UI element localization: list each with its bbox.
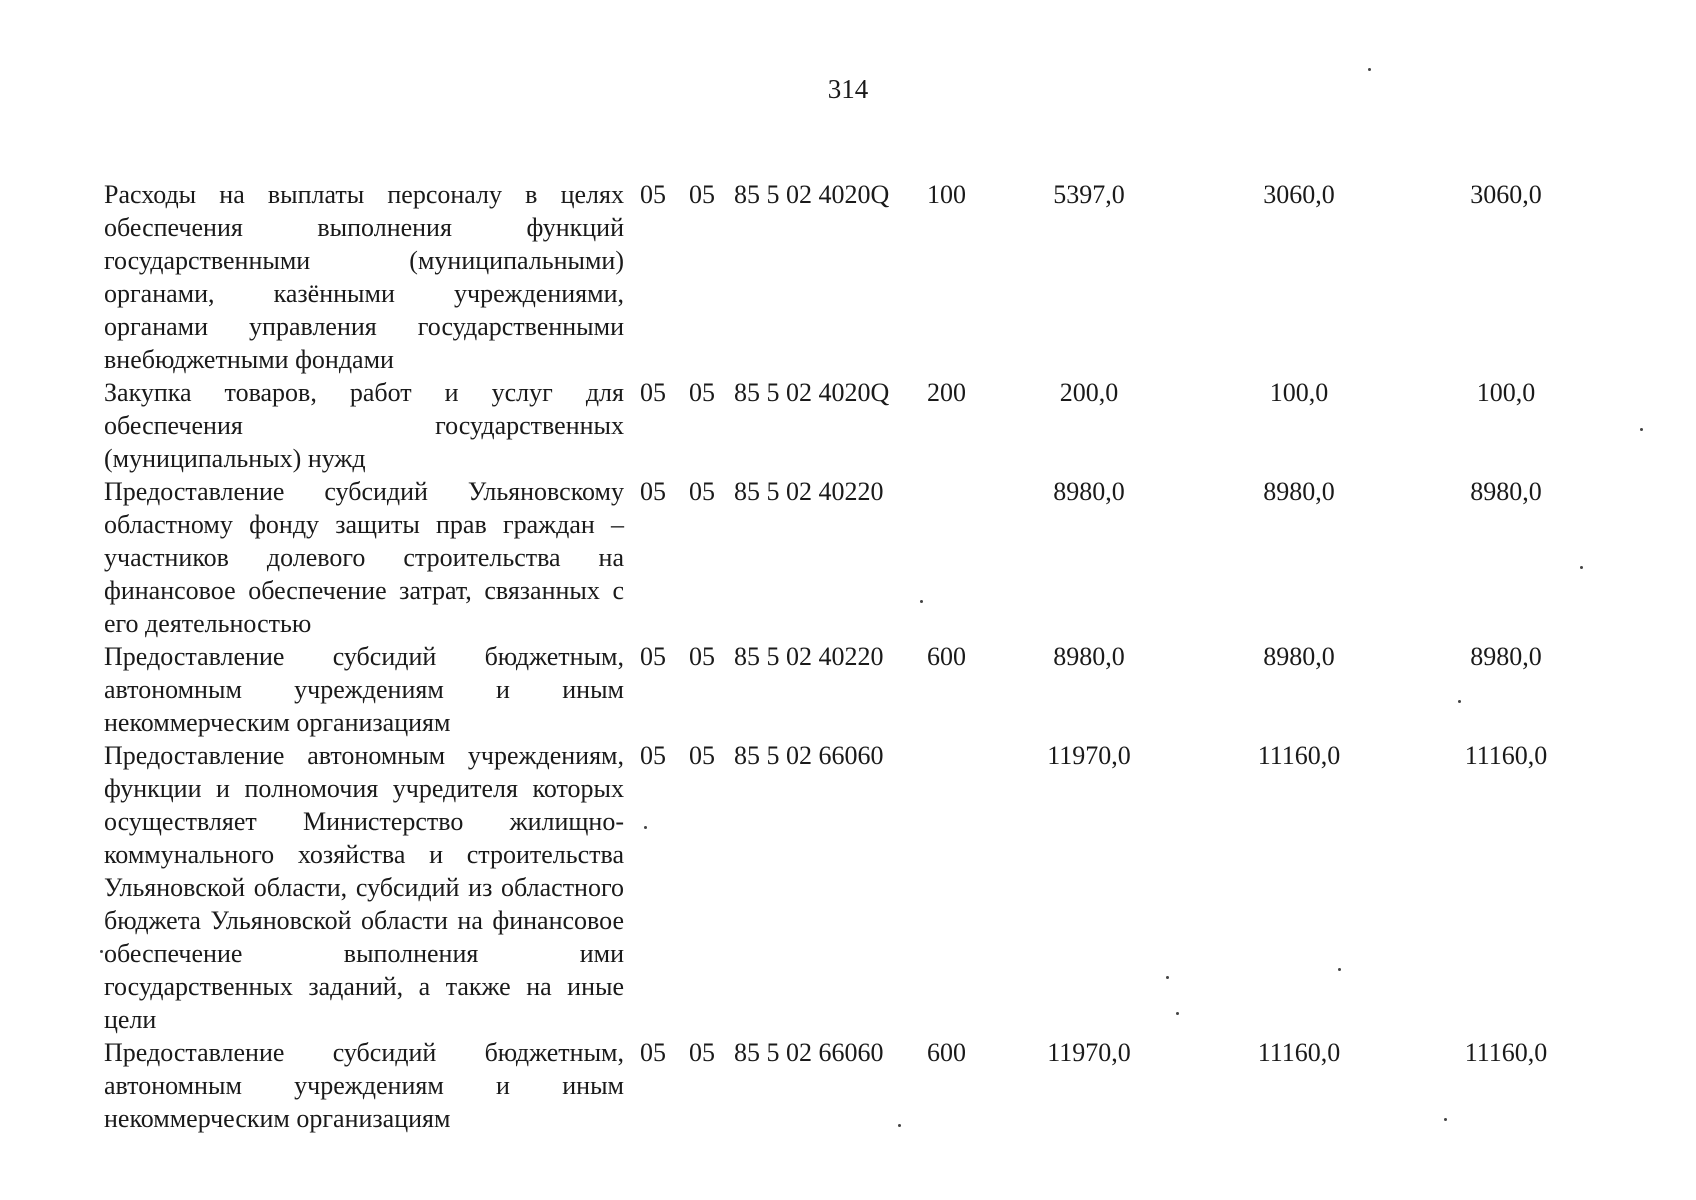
row-amount-year-3: 8980,0: [1470, 477, 1542, 506]
row-amount-year-3: 11160,0: [1464, 1038, 1548, 1067]
table-row: [104, 475, 1574, 640]
scan-speck: [1580, 566, 1583, 569]
row-section-code: 05: [640, 477, 666, 506]
row-target-article-code: 85 5 02 66060: [734, 741, 884, 770]
scan-speck: [1444, 1118, 1447, 1121]
scan-speck: [1458, 700, 1461, 703]
row-target-article-code: 85 5 02 4020Q: [734, 180, 890, 209]
scan-speck: [898, 1124, 901, 1127]
scan-speck: [1338, 968, 1341, 971]
row-section-code: 05: [640, 741, 666, 770]
row-description: Предоставление субсидий бюджетным, автономным учреждениям и иным некоммерческим организациям: [104, 1038, 624, 1133]
scan-speck: [1176, 1012, 1179, 1015]
row-section-code: 05: [640, 378, 666, 407]
row-expense-type-code: 100: [927, 180, 966, 209]
row-description: Предоставление субсидий Ульяновскому областному фонду защиты прав граждан – участников долевого строительства на финансовое обеспечение затрат, связанных с его деятельностью: [104, 477, 624, 638]
row-amount-year-2: 8980,0: [1263, 642, 1335, 671]
row-section-code: 05: [640, 642, 666, 671]
row-expense-type-code: 600: [927, 642, 966, 671]
scan-speck: [644, 826, 647, 829]
row-target-article-code: 85 5 02 40220: [734, 477, 884, 506]
row-subsection-code: 05: [689, 378, 715, 407]
table-row: [104, 1036, 1574, 1135]
row-target-article-code: 85 5 02 66060: [734, 1038, 884, 1067]
row-amount-year-3: 11160,0: [1464, 741, 1548, 770]
row-expense-type-code: 600: [927, 1038, 966, 1067]
row-amount-year-1: 11970,0: [1047, 741, 1131, 770]
row-subsection-code: 05: [689, 642, 715, 671]
table-row: [104, 739, 1574, 1036]
row-section-code: 05: [640, 1038, 666, 1067]
table-row: [104, 640, 1574, 739]
row-target-article-code: 85 5 02 40220: [734, 642, 884, 671]
row-amount-year-3: 100,0: [1476, 378, 1536, 407]
row-description: Предоставление субсидий бюджетным, автономным учреждениям и иным некоммерческим организациям: [104, 642, 624, 737]
row-description: Закупка товаров, работ и услуг для обеспечения государственных (муниципальных) нужд: [104, 378, 624, 473]
row-amount-year-1: 200,0: [1059, 378, 1119, 407]
row-amount-year-2: 8980,0: [1263, 477, 1335, 506]
page-number: 314: [827, 74, 869, 104]
row-subsection-code: 05: [689, 477, 715, 506]
row-description: Предоставление автономным учреждениям, функции и полномочия учредителя которых осуществляет Министерство жилищно-коммунального хозяйства и строительства Ульяновской области, субсидий из областного бюджета Ульяновской области на финансовое обеспечение выполнения ими государственных заданий, а также на иные цели: [104, 741, 624, 1034]
row-amount-year-1: 8980,0: [1053, 477, 1125, 506]
row-subsection-code: 05: [689, 180, 715, 209]
row-amount-year-1: 5397,0: [1053, 180, 1125, 209]
row-section-code: 05: [640, 180, 666, 209]
row-description: Расходы на выплаты персоналу в целях обеспечения выполнения функций государственными (муниципальными) органами, казёнными учреждениями, органами управления государственными внебюджетными фондами: [104, 180, 624, 374]
row-amount-year-2: 100,0: [1269, 378, 1329, 407]
row-subsection-code: 05: [689, 741, 715, 770]
row-amount-year-2: 11160,0: [1257, 1038, 1341, 1067]
row-expense-type-code: 200: [927, 378, 966, 407]
row-amount-year-1: 8980,0: [1053, 642, 1125, 671]
row-amount-year-2: 11160,0: [1257, 741, 1341, 770]
row-amount-year-3: 3060,0: [1470, 180, 1542, 209]
row-amount-year-1: 11970,0: [1047, 1038, 1131, 1067]
scan-speck: [100, 950, 103, 953]
table-row: [104, 178, 1574, 376]
table-row: [104, 376, 1574, 475]
scan-speck: [1166, 976, 1169, 979]
row-target-article-code: 85 5 02 4020Q: [734, 378, 890, 407]
scan-speck: [1368, 68, 1371, 71]
row-amount-year-2: 3060,0: [1263, 180, 1335, 209]
row-amount-year-3: 8980,0: [1470, 642, 1542, 671]
row-subsection-code: 05: [689, 1038, 715, 1067]
scan-speck: [920, 600, 923, 603]
budget-table: [104, 178, 1574, 1135]
scan-speck: [1640, 428, 1643, 431]
